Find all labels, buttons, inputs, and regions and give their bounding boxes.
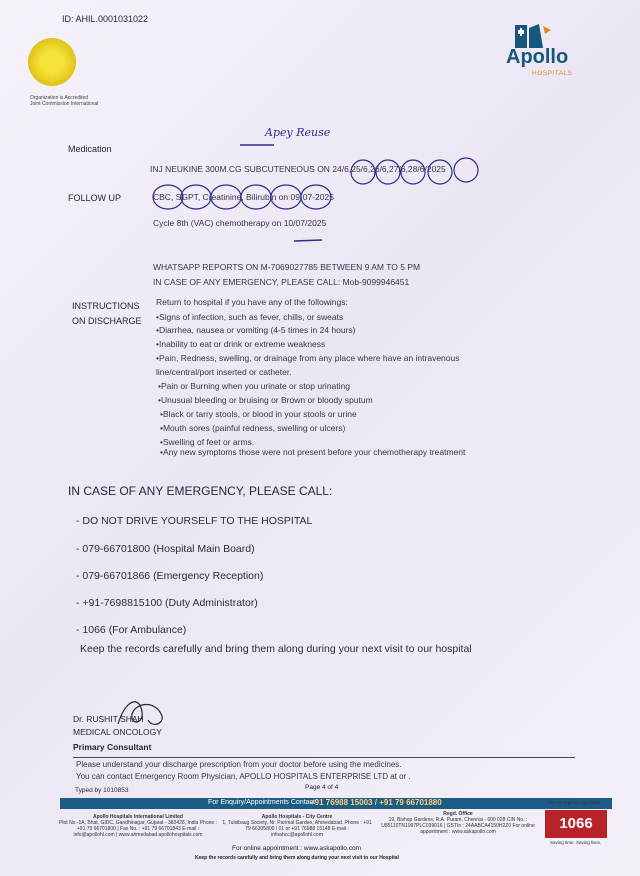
follow-up-chemo: Cycle 8th (VAC) chemotherapy on 10/07/2025 [153,218,327,228]
instruction-item: •Mouth sores (painful redness, swelling or ulcers) [160,423,346,433]
instruction-item: •Pain, Redness, swelling, or drainage from any place where have an intravenous [156,353,460,363]
accreditation-seal [28,38,76,86]
emergency-heading: IN CASE OF ANY EMERGENCY, PLEASE CALL: [68,484,333,498]
understand-text: Please understand your discharge prescription from your doctor before using the medicines. [76,760,402,769]
divider [73,757,575,758]
follow-up-tests: CBC, SGPT, Creatinine, Bilirubin on 09-07-2025 [153,192,334,202]
contact-text: You can contact Emergency Room Physician, APOLLO HOSPITALS ENTERPRISE LTD at or . [76,772,411,781]
instruction-item: •Inability to eat or drink or extreme weakness [156,339,326,349]
whatsapp-reports: WHATSAPP REPORTS ON M-7069027785 BETWEEN 9 AM TO 5 PM [153,262,421,272]
accreditation-text: Organization is Accredited Joint Commission International [30,95,99,107]
footer-col-regd: Regd. Office 19, Bishop Gardens, R.A. Puram, Chennai - 600 028 CIN No. : U85110TN1997PLC039016 | GSTIn : 24AABCA4150H2Z0 For online appointment : www.askapollo.com [381,811,535,835]
instruction-item: •Diarrhea, nausea or vomiting (4-5 times in 24 hours) [156,325,356,335]
doctor-name: Dr. RUSHIT SHAH [73,714,144,724]
instructions-label-1: INSTRUCTIONS [72,301,140,311]
page-number: Page 4 of 4 [305,784,339,791]
instructions-intro: Return to hospital if you have any of the followings: [156,297,348,307]
emergency-1066-badge: 1066 [545,810,607,838]
instruction-item: •Black or tarry stools, or blood in your stools or urine [160,409,357,419]
typed-by: Typed by 1010853 [75,787,129,794]
emergency-line: - 079-66701866 (Emergency Reception) [76,570,264,582]
instruction-item: •Unusual bleeding or bruising or Brown or bloody sputum [158,395,373,405]
ink-underline-icon [292,237,332,245]
brand-sub: HOSPITALS [532,70,573,77]
ink-scribble-icon [148,150,488,230]
emergency-specialist-label: The Emergency Specialist [548,800,601,805]
emergency-mobile: IN CASE OF ANY EMERGENCY, PLEASE CALL: Mob-9099946451 [153,277,410,287]
saving-lives: Saving time. Saving lives. [550,840,602,845]
brand-name: Apollo [506,46,569,68]
enquiry-bar [60,798,612,809]
instruction-item: line/central/port inserted or catheter. [156,367,292,377]
online-appointment: For online appointment : www.askapollo.com [232,845,361,852]
enquiry-numbers: +91 76988 15003 / +91 79 66701880 [310,798,442,807]
enquiry-label: For Enquiry/Appointments Contact : [208,799,319,806]
medication-text: INJ NEUKINE 300M.CG SUBCUTENEOUS ON 24/6,25/6,26/6,27/6,28/6/2025 [150,164,446,174]
instruction-item: •Pain or Burning when you urinate or stop urinating [158,381,350,391]
instruction-item: •Signs of infection, such as fever, chills, or sweats [156,312,344,322]
emergency-line: - +91-7698815100 (Duty Administrator) [76,597,258,609]
handwritten-note: Apey Reuse [265,126,331,139]
keep-footer: Keep the records carefully and bring them along during your next visit to our Hospital [195,855,399,861]
footer-col-intl: Apollo Hospitals International Limited Plot No.-1A, Bhat, GIDC, Gandhinagar, Gujarat - 382428, India Phone : +91 79 66701800 | Fax No. : +91 79 66701843 E-mail : info@apollohl.com | www.ahmedabad.apollohospitals.com [59,814,217,838]
doctor-dept: MEDICAL ONCOLOGY [73,727,162,737]
keep-records-text: Keep the records carefully and bring them along during your next visit to our hospital [80,643,472,655]
instruction-item: •Any new symptoms those were not present before your chemotherapy treatment [160,447,466,457]
ink-dash-icon [238,141,278,149]
emergency-line: - 079-66701800 (Hospital Main Board) [76,543,255,555]
doctor-role: Primary Consultant [73,742,152,752]
instruction-item: •Swelling of feet or arms. [160,437,255,447]
medication-label: Medication [68,144,112,154]
footer-col-city: Apollo Hospitals - City Centre 1, Tulsibaug Society, Nr. Parimal Garden, Ahmedabad. Phone : +91 79 66305800 / 01 or +91 76988 15148 E-mail : infoahcc@apollohl.com [222,814,372,838]
follow-up-label: FOLLOW UP [68,193,122,203]
emergency-line: - DO NOT DRIVE YOURSELF TO THE HOSPITAL [76,515,313,527]
uhid-text: ID: AHIL.0001031022 [62,14,149,24]
emergency-line: - 1066 (For Ambulance) [76,624,187,636]
instructions-label-2: ON DISCHARGE [72,316,142,326]
